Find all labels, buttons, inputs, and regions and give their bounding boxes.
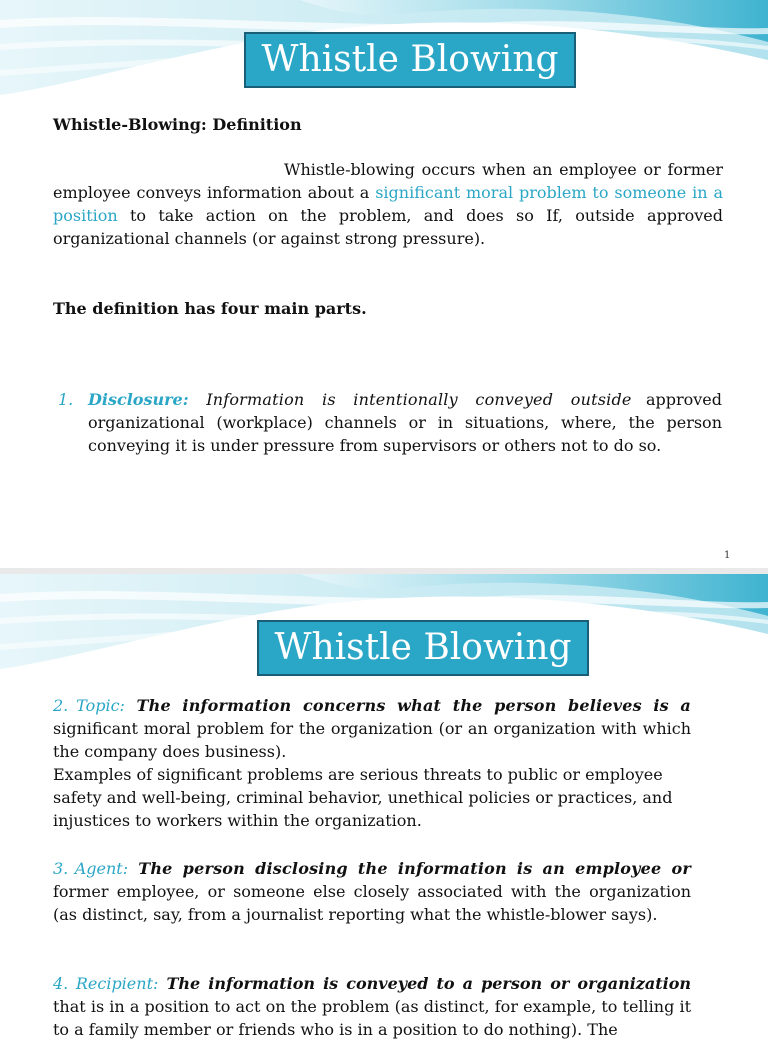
agent-paragraph (53, 857, 691, 926)
item-1-disclosure (88, 388, 722, 457)
examples-paragraph: Examples of significant problems are serious threats to public or employee safety and well-being, criminal behavior, unethical policies or practices, and injustices to workers within the organization. (53, 765, 673, 830)
definition-highlight: significant moral problem to someone in a position (53, 183, 723, 225)
topic-paragraph (53, 694, 691, 763)
agent-bold: The person disclosing the information is an employee or (128, 859, 691, 878)
recipient-paragraph (53, 972, 691, 1041)
slide-title: Whistle Blowing (257, 620, 589, 676)
recipient-bold: The information is conveyed to a person or organization (158, 974, 692, 993)
four-parts-statement: The definition has four main parts. (53, 299, 367, 318)
topic-bold: The information concerns what the person believes is a (124, 696, 691, 715)
recipient-rest: that is in a position to act on the problem (as distinct, for example, to telling it to a family member or friends who is in a position to do nothing). The (53, 997, 691, 1039)
agent-rest: former employee, or someone else closely associated with the organization (as distinct, say, from a journalist reporting what the whistle-blower says). (53, 882, 691, 924)
definition-rest: to take action on the problem, and does so If, outside approved organizational channels (or against strong pressure). (53, 206, 723, 248)
page-number: 1 (724, 550, 731, 561)
topic-rest: significant moral problem for the organization (or an organization with which the company does business). (53, 719, 691, 761)
item-1-italic: Information is intentionally conveyed outside (188, 390, 632, 409)
item-1-term: Disclosure: (88, 390, 189, 409)
recipient-label: 4. Recipient: (53, 974, 159, 993)
item-1-number: 1. (58, 390, 74, 409)
slide-title: Whistle Blowing (244, 32, 576, 88)
agent-label: 3. Agent: (53, 859, 129, 878)
topic-label: 2. Topic: (53, 696, 125, 715)
definition-heading: Whistle-Blowing: Definition (53, 115, 302, 134)
definition-intro: Whistle-blowing occurs when an employee or former employee conveys information about a (53, 160, 723, 202)
item-1-rest: approved organizational (workplace) channels or in situations, where, the person conveying it is under pressure from supervisors or others not to do so. (88, 390, 722, 455)
slide-2 (0, 574, 768, 1039)
definition-paragraph (53, 158, 723, 250)
